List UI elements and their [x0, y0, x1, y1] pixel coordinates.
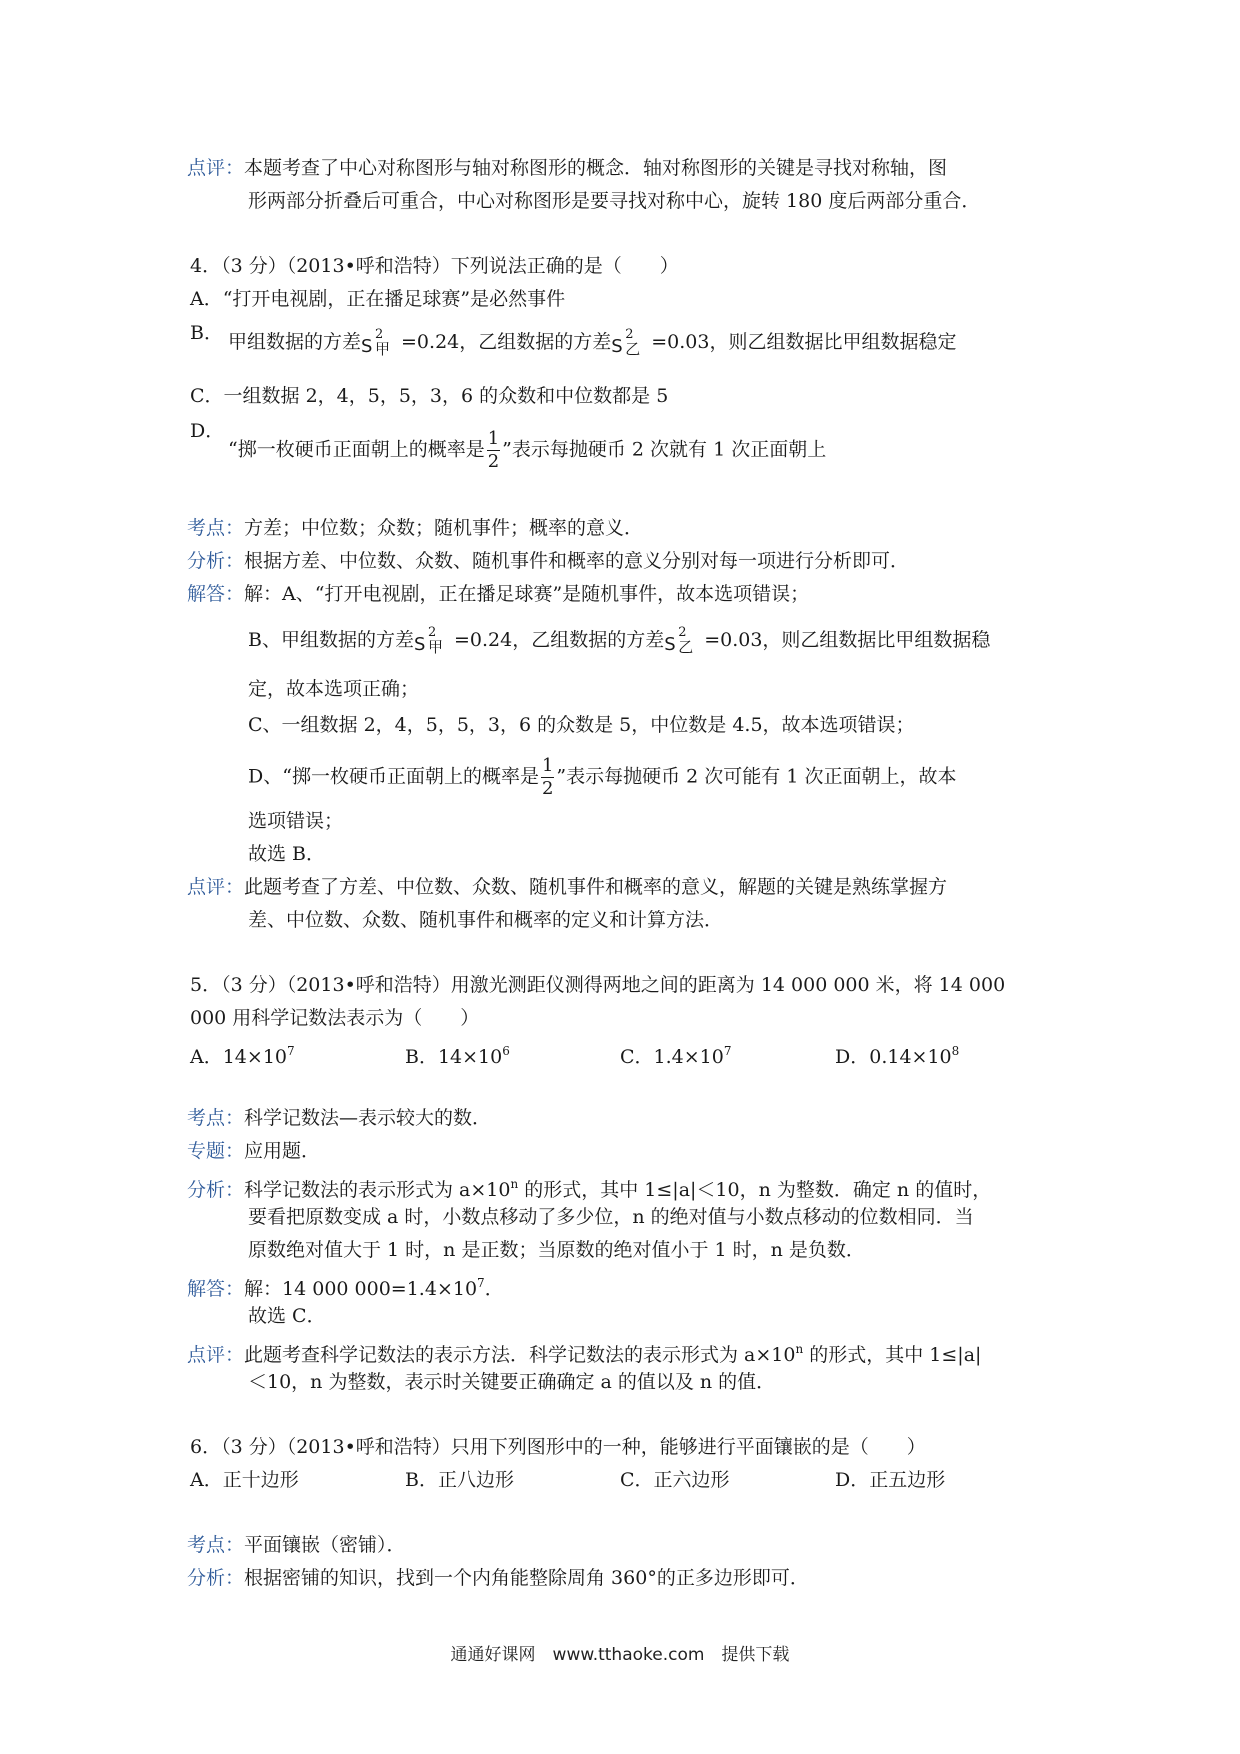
- q5-zhuanti: 专题：应用题．: [187, 1140, 321, 1162]
- q5-fenxi-3: 原数绝对值大于 1 时，n 是正数；当原数的绝对值小于 1 时，n 是负数．: [248, 1239, 865, 1261]
- q6-fenxi: 分析：根据密铺的知识，找到一个内角能整除周角 360°的正多边形即可．: [187, 1567, 809, 1589]
- q5-kaodian: 考点：科学记数法—表示较大的数．: [187, 1107, 492, 1129]
- q4-option-d-letter: D．: [190, 420, 225, 442]
- q4-option-d: “掷一枚硬币正面朝上的概率是 $\frac{1}{2}$ ”表示每抛硬币 2 次就有 1 次正面朝上: [228, 428, 827, 472]
- q5-option-a: A．$14\times 10^7$: [190, 1044, 295, 1068]
- fraction-one-half: $\frac{1}{2}$: [487, 428, 500, 472]
- q4-jieda-d-cont: 选项错误；: [248, 810, 344, 832]
- q5-option-d: D．$0.14\times 10^8$: [835, 1044, 960, 1068]
- q4-dianping-1: 点评：此题考查了方差、中位数、众数、随机事件和概率的意义，解题的关键是熟练掌握方: [187, 876, 948, 898]
- q4-dianping-2: 差、中位数、众数、随机事件和概率的定义和计算方法．: [248, 909, 724, 931]
- q4-option-b: 甲组数据的方差 S 2 甲 =0.24，乙组数据的方差 S 2 乙 =0.03，则乙组数据比甲组数据稳定: [228, 327, 957, 358]
- q4-kaodian: 考点：方差；中位数；众数；随机事件；概率的意义．: [187, 517, 644, 539]
- variance-symbol-yi-2: S 2 乙: [664, 625, 694, 656]
- q4-option-a: A．“打开电视剧，正在播足球赛”是必然事件: [190, 288, 566, 310]
- q4-jieda: 解答：解：A、“打开电视剧，正在播足球赛”是随机事件，故本选项错误；: [187, 583, 810, 605]
- q6-option-b: B．正八边形: [405, 1469, 514, 1491]
- page-footer: 通通好课网 www.tthaoke.com 提供下载: [450, 1645, 790, 1665]
- q4-jieda-d: D、“掷一枚硬币正面朝上的概率是 $\frac{1}{2}$ ”表示每抛硬币 2 次可能有 1 次正面朝上，故本: [248, 755, 957, 799]
- q4-jieda-answer: 故选 B．: [248, 843, 326, 865]
- q5-fenxi-1: 分析：科学记数法的表示形式为 $a\times 10^n$ 的形式，其中 1≤|a|＜10，n 为整数．确定 n 的值时，: [187, 1177, 992, 1201]
- q5-jieda-answer: 故选 C．: [248, 1305, 326, 1327]
- q5-option-c: C．$1.4\times 10^7$: [620, 1044, 732, 1068]
- q6-stem: 6．（3 分）（2013•呼和浩特）只用下列图形中的一种，能够进行平面镶嵌的是（ ）: [190, 1436, 926, 1458]
- q4-option-c: C．一组数据 2，4，5，5，3，6 的众数和中位数都是 5: [190, 385, 669, 407]
- q5-fenxi-2: 要看把原数变成 a 时，小数点移动了多少位，n 的绝对值与小数点移动的位数相同．当: [248, 1206, 974, 1228]
- q4-stem: 4．（3 分）（2013•呼和浩特）下列说法正确的是（ ）: [190, 255, 679, 277]
- label-dianping: 点评：: [187, 157, 245, 179]
- q6-option-a: A．正十边形: [190, 1469, 299, 1491]
- q4-fenxi: 分析：根据方差、中位数、众数、随机事件和概率的意义分别对每一项进行分析即可．: [187, 550, 910, 572]
- q5-dianping-1: 点评：此题考查科学记数法的表示方法．科学记数法的表示形式为 $a\times 10^n$ 的形式，其中 1≤|a|: [187, 1342, 982, 1366]
- q5-jieda-1: 解答：解：14 000 $000=1.4\times 10^7$．: [187, 1276, 504, 1300]
- variance-symbol-jia: S 2 甲: [361, 327, 391, 358]
- prev-review-line1: 点评：本题考查了中心对称图形与轴对称图形的概念．轴对称图形的关键是寻找对称轴，图: [187, 157, 948, 179]
- q5-option-b: B．$14\times 10^6$: [405, 1044, 510, 1068]
- q5-stem-1: 5．（3 分）（2013•呼和浩特）用激光测距仪测得两地之间的距离为 14 000 000 米，将 14 000: [190, 974, 1006, 996]
- q6-option-d: D．正五边形: [835, 1469, 946, 1491]
- fraction-one-half-2: $\frac{1}{2}$: [541, 755, 554, 799]
- q4-jieda-c: C、一组数据 2，4，5，5，3，6 的众数是 5，中位数是 4.5，故本选项错误；: [248, 714, 915, 736]
- q6-kaodian: 考点：平面镶嵌（密铺）．: [187, 1534, 406, 1556]
- q5-dianping-2: ＜10，n 为整数，表示时关键要正确确定 a 的值以及 n 的值．: [248, 1371, 776, 1393]
- prev-review-line2: 形两部分折叠后可重合，中心对称图形是要寻找对称中心，旋转 180 度后两部分重合．: [248, 190, 981, 212]
- q4-jieda-b: B、甲组数据的方差 S 2 甲 =0.24，乙组数据的方差 S 2 乙 =0.03，则乙组数据比甲组数据稳: [248, 625, 991, 656]
- q6-option-c: C．正六边形: [620, 1469, 730, 1491]
- q5-stem-2: 000 用科学记数法表示为（ ）: [190, 1007, 480, 1029]
- variance-symbol-jia-2: S 2 甲: [413, 625, 443, 656]
- q4-option-b-letter: B．: [190, 322, 223, 344]
- variance-symbol-yi: S 2 乙: [611, 327, 641, 358]
- q4-jieda-b-cont: 定，故本选项正确；: [248, 678, 420, 700]
